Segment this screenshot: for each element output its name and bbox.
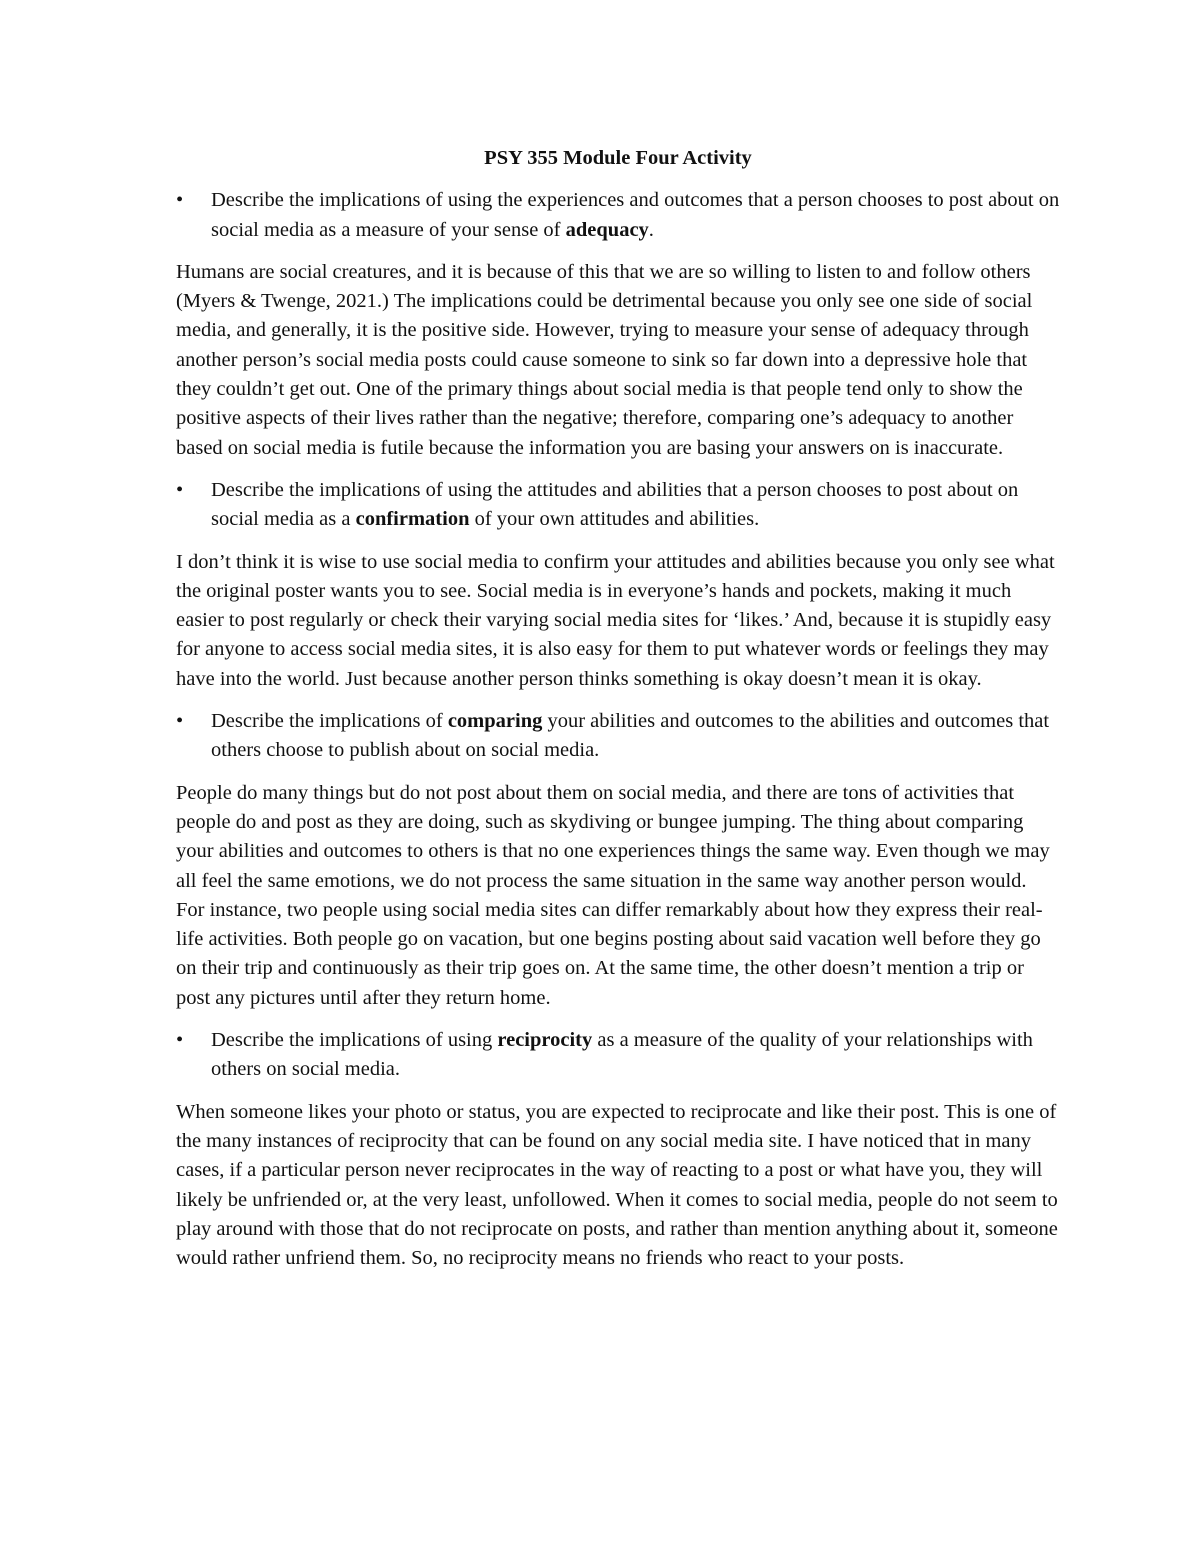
prompt-text-end: of your own attitudes and abilities. [469,508,760,531]
prompt-text-end: as a measure of the quality of your relationships with others on social media. [211,1029,1033,1081]
document-title: PSY 355 Module Four Activity [484,147,752,169]
prompt-confirmation [176,476,1060,535]
prompt-text: Describe the implications of using the attitudes and abilities that a person chooses to post about on social media as a [211,478,1019,531]
bullet-icon: • [176,1029,184,1052]
prompt-text: Describe the implications of [211,710,448,733]
answer-confirmation: I don’t think it is wise to use social media to confirm your attitudes and abilities because you only see what the original poster wants you to see. Social media is in everyone’s hands and pockets, making it much easier to post regularly or check their varying social media sites for ‘likes.’ And, because it is stupidly easy for anyone to access social media sites, it is also easy for them to put whatever words or feelings they may have into the world. Just because another person thinks something is okay doesn’t mean it is okay. [176,550,1055,690]
answer-comparing: People do many things but do not post about them on social media, and there are tons of activities that people do and post as they are doing, such as skydiving or bungee jumping. The thing about comparing your abilities and outcomes to others is that no one experiences things the same way. Even though we may all feel the same emotions, we do not process the same situation in the same way another person would. For instance, two people using social media sites can differ remarkably about how they express their real-life activities. Both people go on vacation, but one begins posting about said vacation well before they go on their trip and continuously as their trip goes on. At the same time, the other doesn’t mention a trip or post any pictures until after they return home. [176,781,1050,1009]
prompt-reciprocity [176,1026,1060,1085]
bullet-icon: • [176,710,184,733]
prompt-adequacy [176,186,1060,245]
prompt-text-end: your abilities and outcomes to the abilities and outcomes that others choose to publish about on social media. [211,710,1050,762]
document-page [176,144,1060,1286]
answer-adequacy: Humans are social creatures, and it is because of this that we are so willing to listen to and follow others (Myers & Twenge, 2021.) The implications could be detrimental because you only see one side of social media, and generally, it is the positive side. However, trying to measure your sense of adequacy through another person’s social media posts could cause someone to sink so far down into a depressive hole that they couldn’t get out. One of the primary things about social media is that people tend only to show the positive aspects of their lives rather than the negative; therefore, comparing one’s adequacy to another based on social media is futile because the information you are basing your answers on is inaccurate. [176,260,1033,459]
prompt-keyword: reciprocity [497,1029,593,1052]
prompt-text-end: . [648,218,654,241]
prompt-comparing [176,707,1060,766]
bullet-icon: • [176,189,184,212]
answer-reciprocity: When someone likes your photo or status, you are expected to reciprocate and like their post. This is one of the many instances of reciprocity that can be found on any social media site. I have noticed that in many cases, if a particular person never reciprocates in the way of reacting to a post or what have you, they will likely be unfriended or, at the very least, unfollowed. When it comes to social media, people do not seem to play around with those that do not reciprocate on posts, and rather than mention anything about it, someone would rather unfriend them. So, no reciprocity means no friends who react to your posts. [176,1100,1058,1270]
prompt-text: Describe the implications of using the experiences and outcomes that a person chooses to post about on social media as a measure of your sense of [211,189,1060,241]
prompt-keyword: adequacy [565,218,649,241]
prompt-keyword: comparing [447,710,543,733]
bullet-icon: • [176,478,184,501]
prompt-keyword: confirmation [355,508,470,531]
prompt-text: Describe the implications of using [211,1029,498,1052]
